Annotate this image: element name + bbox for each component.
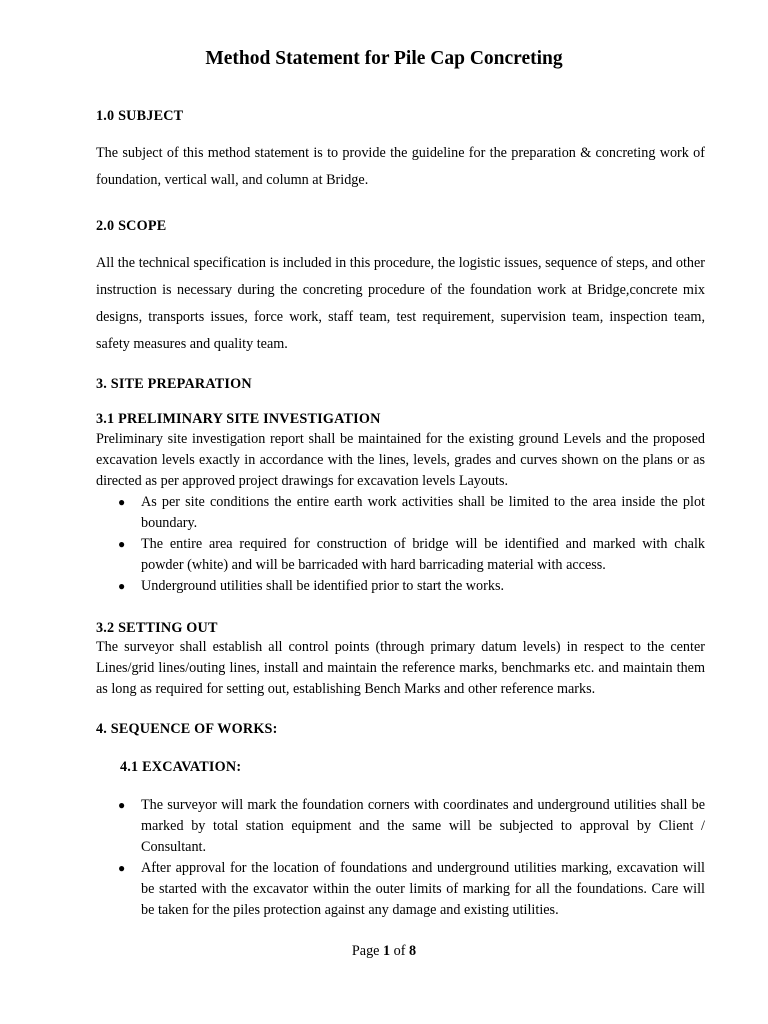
list-item-text: The entire area required for construction of bridge will be identified and marked with chalk powder (white) and will be barricaded with hard barricading material with access.	[141, 536, 705, 573]
section-3-heading: 3. SITE PREPARATION	[96, 376, 252, 392]
section-1-heading: 1.0 SUBJECT	[96, 108, 184, 124]
section-4-1-bullet-list	[96, 795, 705, 921]
section-4-heading: 4. SEQUENCE OF WORKS:	[96, 721, 278, 737]
current-page-number: 1	[383, 943, 391, 959]
bullet-icon: ●	[118, 495, 126, 509]
section-3-2-body: The surveyor shall establish all control points (through primary datum levels) in respect to the center Lines/grid lines/outing lines, install and maintain the reference marks, benchmarks etc. and maintain them as long as required for setting out, establishing Bench Marks and other reference marks.	[96, 639, 705, 697]
document-title: Method Statement for Pile Cap Concreting	[205, 48, 563, 69]
bullet-icon: ●	[118, 579, 126, 593]
list-item-text: The surveyor will mark the foundation corners with coordinates and underground utilities shall be marked by total station equipment and the same will be subjected to approval by Client / Consultant.	[141, 797, 705, 855]
of-label: of	[393, 943, 406, 959]
bullet-icon: ●	[118, 798, 126, 812]
list-item	[96, 534, 705, 576]
section-2-body: All the technical specification is included in this procedure, the logistic issues, sequence of steps, and other instruction is necessary during the concreting procedure of the foundation work at Bridge,concrete mix designs, transports issues, force work, staff team, test requirement, supervision team, inspection team, safety measures and quality team.	[96, 255, 705, 352]
list-item-text: As per site conditions the entire earth work activities shall be limited to the area inside the plot boundary.	[141, 494, 705, 531]
list-item	[96, 576, 705, 597]
section-4-1-heading: 4.1 EXCAVATION:	[120, 759, 242, 775]
list-item-text: Underground utilities shall be identified prior to start the works.	[141, 578, 505, 594]
section-1-body: The subject of this method statement is to provide the guideline for the preparation & concreting work of foundation, vertical wall, and column at Bridge.	[96, 145, 705, 188]
list-item	[96, 492, 705, 534]
total-page-count: 8	[409, 943, 417, 959]
bullet-icon: ●	[118, 861, 126, 875]
list-item	[96, 858, 705, 921]
section-3-1-heading: 3.1 PRELIMINARY SITE INVESTIGATION	[96, 411, 381, 427]
page-number-footer	[0, 941, 768, 961]
section-3-1-bullet-list	[96, 492, 705, 597]
section-2-heading: 2.0 SCOPE	[96, 218, 167, 234]
list-item	[96, 795, 705, 858]
section-3-1-body: Preliminary site investigation report shall be maintained for the existing ground Levels and the proposed excavation levels exactly in accordance with the lines, levels, grades and curves shown on the plans or as directed as per approved project drawings for excavation levels Layouts.	[96, 431, 705, 489]
bullet-icon: ●	[118, 537, 126, 551]
page-label: Page	[351, 943, 380, 959]
list-item-text: After approval for the location of foundations and underground utilities marking, excavation will be started with the excavator within the outer limits of marking for all the foundations. Care will be taken for the piles protection against any damage and existing utilities.	[141, 860, 705, 918]
section-3-2-heading: 3.2 SETTING OUT	[96, 620, 218, 636]
